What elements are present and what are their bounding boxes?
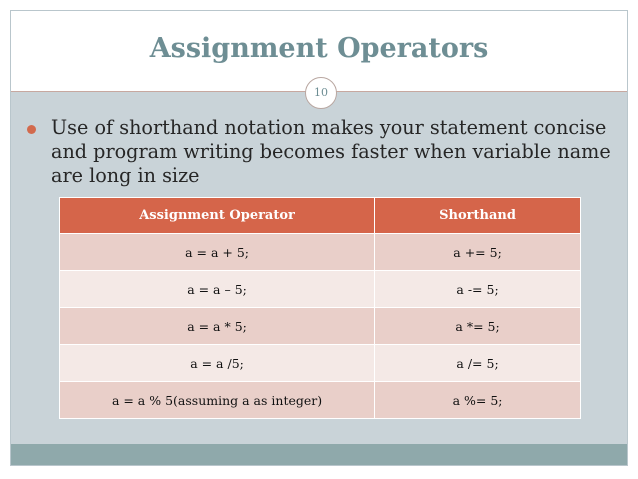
table-cell-operator: a = a + 5; (60, 234, 375, 271)
table-cell-shorthand: a -= 5; (375, 271, 581, 308)
header-shorthand: Shorthand (375, 198, 581, 234)
table-row (60, 271, 581, 308)
table-cell-operator: a = a /5; (60, 345, 375, 382)
page-number-badge: 10 (305, 77, 337, 109)
table-row (60, 382, 581, 419)
table-cell-operator: a = a – 5; (60, 271, 375, 308)
slide (10, 10, 628, 466)
slide-title: Assignment Operators (149, 33, 489, 64)
table-row (60, 234, 581, 271)
table-cell-shorthand: a %= 5; (375, 382, 581, 419)
table-cell-shorthand: a += 5; (375, 234, 581, 271)
table-cell-operator: a = a % 5(assuming a as integer) (60, 382, 375, 419)
table-cell-shorthand: a /= 5; (375, 345, 581, 382)
table-cell-shorthand: a *= 5; (375, 308, 581, 345)
bullet-icon (27, 125, 36, 134)
table-row (60, 308, 581, 345)
table-row (60, 345, 581, 382)
footer-band (11, 444, 627, 465)
table-cell-operator: a = a * 5; (60, 308, 375, 345)
header-assignment-operator: Assignment Operator (60, 198, 375, 234)
table-header-row (60, 198, 581, 234)
bullet-text: Use of shorthand notation makes your statement concise and program writing becomes faster when variable name are long in size (51, 116, 611, 187)
operators-table (59, 197, 581, 419)
